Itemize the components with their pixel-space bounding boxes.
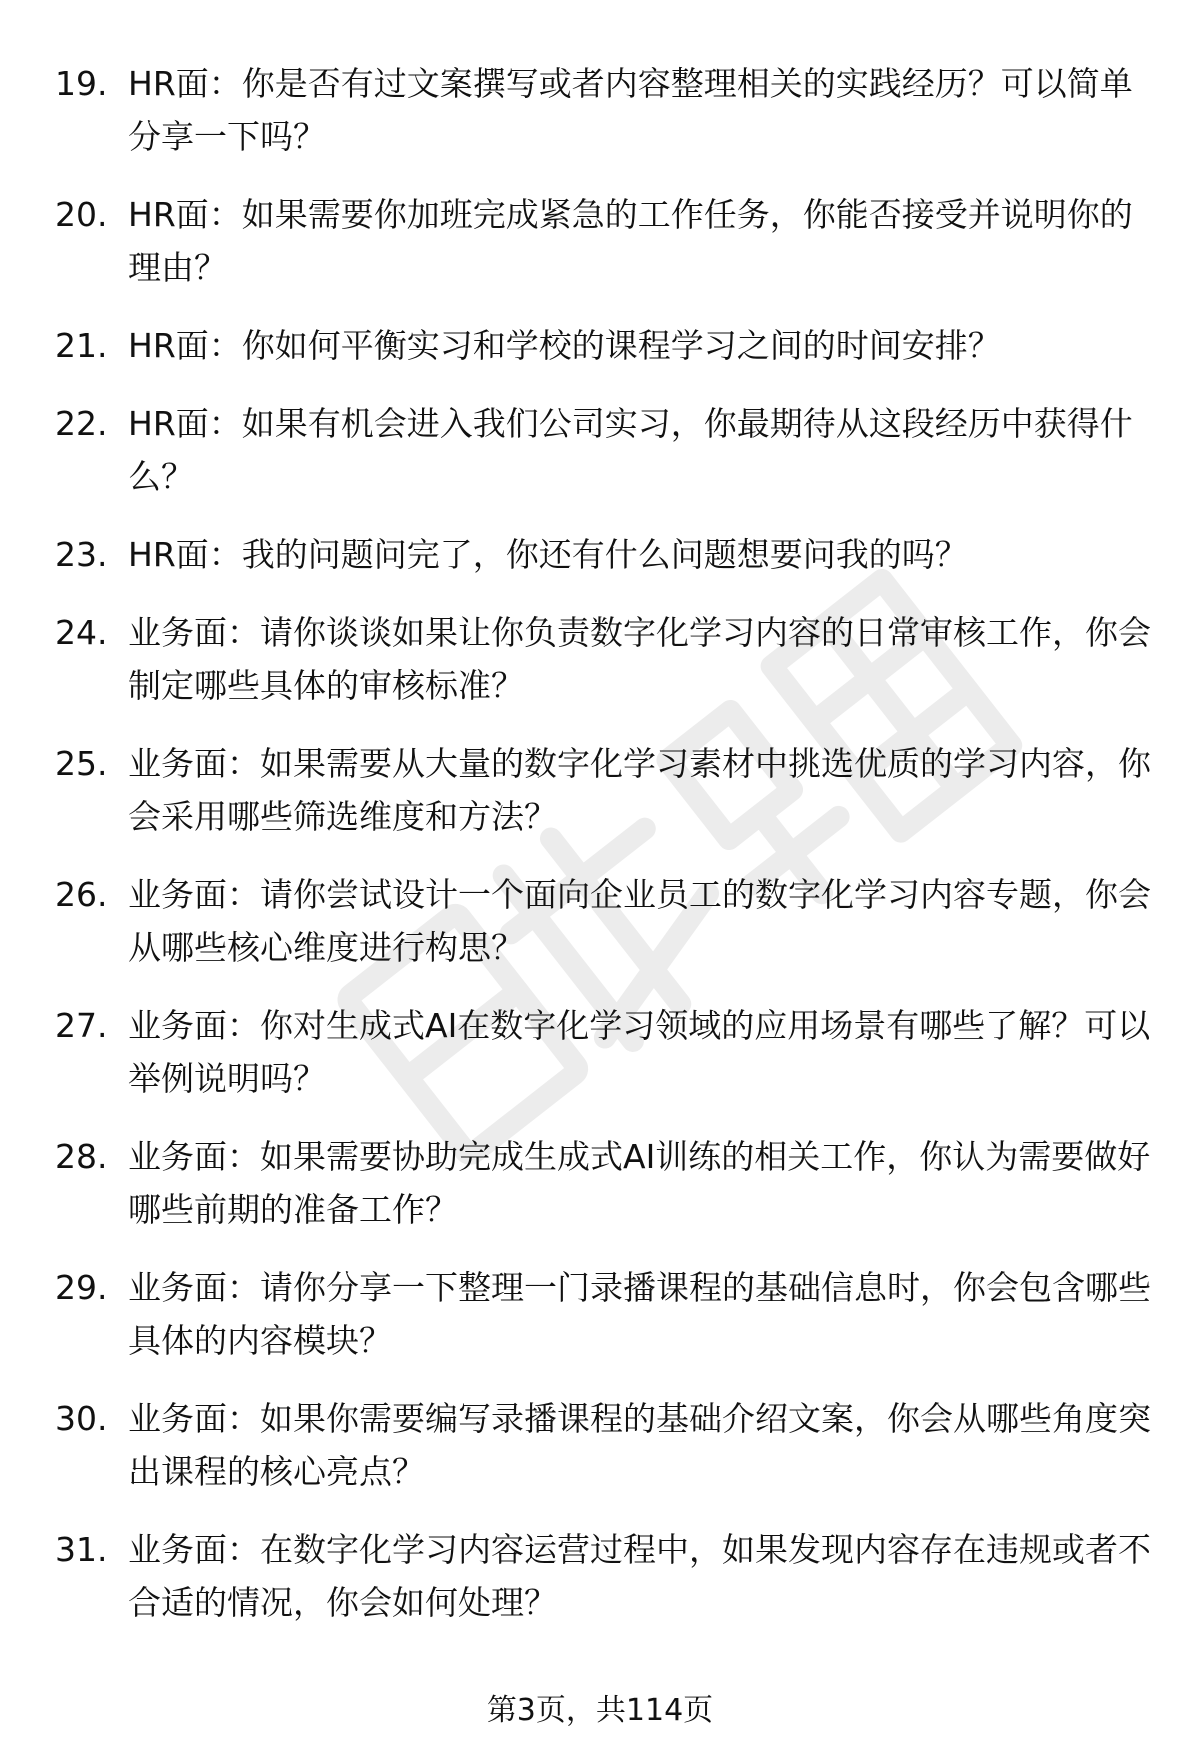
question-number: 24. bbox=[55, 613, 108, 652]
question-number: 20. bbox=[55, 195, 108, 234]
question-text: HR面：你是否有过文案撰写或者内容整理相关的实践经历？可以简单分享一下吗？ bbox=[128, 64, 1133, 156]
question-number: 26. bbox=[55, 875, 108, 914]
question-text: HR面：你如何平衡实习和学校的课程学习之间的时间安排？ bbox=[128, 326, 1001, 365]
question-text: 业务面：请你谈谈如果让你负责数字化学习内容的日常审核工作，你会制定哪些具体的审核标准？ bbox=[128, 613, 1151, 705]
question-number: 28. bbox=[55, 1137, 108, 1176]
question-number: 19. bbox=[55, 64, 108, 103]
question-text: HR面：我的问题问完了，你还有什么问题想要问我的吗？ bbox=[128, 535, 968, 574]
list-item bbox=[0, 188, 1200, 294]
question-number: 23. bbox=[55, 535, 108, 574]
question-number: 27. bbox=[55, 1006, 108, 1045]
list-item bbox=[0, 1130, 1200, 1236]
list-item bbox=[0, 1523, 1200, 1629]
list-item bbox=[0, 999, 1200, 1105]
question-number: 31. bbox=[55, 1530, 108, 1569]
list-item bbox=[0, 868, 1200, 974]
list-item bbox=[0, 397, 1200, 503]
question-text: HR面：如果有机会进入我们公司实习，你最期待从这段经历中获得什么？ bbox=[128, 404, 1133, 496]
list-item bbox=[0, 737, 1200, 843]
list-item bbox=[0, 319, 1200, 372]
question-text: 业务面：请你尝试设计一个面向企业员工的数字化学习内容专题，你会从哪些核心维度进行构思？ bbox=[128, 875, 1151, 967]
question-number: 29. bbox=[55, 1268, 108, 1307]
question-text: 业务面：如果需要协助完成生成式AI训练的相关工作，你认为需要做好哪些前期的准备工作？ bbox=[128, 1137, 1151, 1229]
question-text: 业务面：如果你需要编写录播课程的基础介绍文案，你会从哪些角度突出课程的核心亮点？ bbox=[128, 1399, 1151, 1491]
page-footer: 第3页，共114页 bbox=[486, 1693, 714, 1728]
question-text: 业务面：如果需要从大量的数字化学习素材中挑选优质的学习内容，你会采用哪些筛选维度和方法？ bbox=[128, 744, 1151, 836]
list-item bbox=[0, 528, 1200, 581]
question-list bbox=[0, 57, 1200, 1654]
list-item bbox=[0, 1261, 1200, 1367]
question-text: 业务面：在数字化学习内容运营过程中，如果发现内容存在违规或者不合适的情况，你会如何处理？ bbox=[128, 1530, 1151, 1622]
question-number: 22. bbox=[55, 404, 108, 443]
question-number: 30. bbox=[55, 1399, 108, 1438]
question-text: HR面：如果需要你加班完成紧急的工作任务，你能否接受并说明你的理由？ bbox=[128, 195, 1133, 287]
question-number: 21. bbox=[55, 326, 108, 365]
list-item bbox=[0, 606, 1200, 712]
list-item bbox=[0, 1392, 1200, 1498]
question-text: 业务面：你对生成式AI在数字化学习领域的应用场景有哪些了解？可以举例说明吗？ bbox=[128, 1006, 1151, 1098]
list-item bbox=[0, 57, 1200, 163]
question-text: 业务面：请你分享一下整理一门录播课程的基础信息时，你会包含哪些具体的内容模块？ bbox=[128, 1268, 1151, 1360]
question-number: 25. bbox=[55, 744, 108, 783]
